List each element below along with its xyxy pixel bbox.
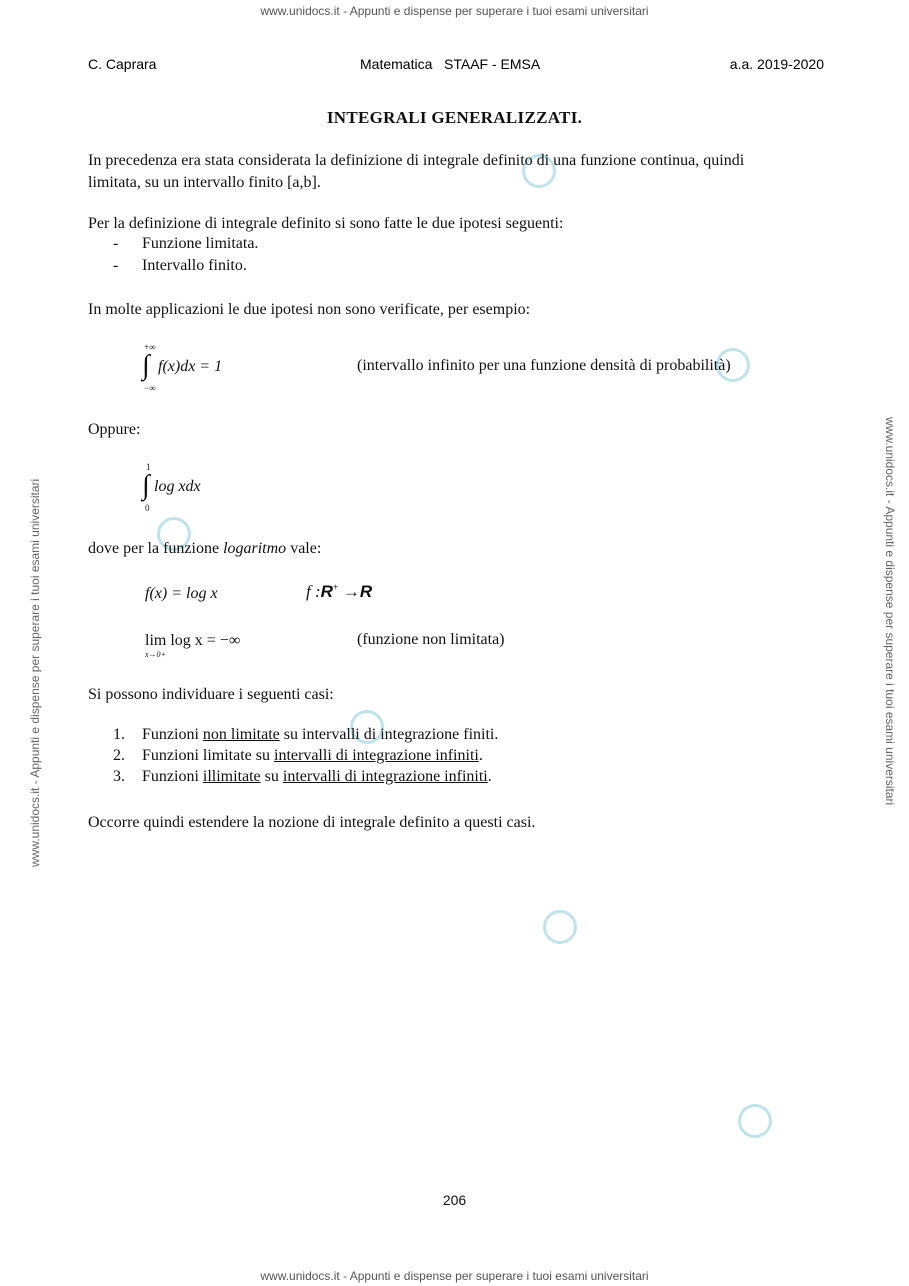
mapping-f: f : xyxy=(306,582,321,601)
examples-intro: In molte applicazioni le due ipotesi non sono verificate, per esempio: xyxy=(88,301,531,318)
page-title: INTEGRALI GENERALIZZATI. xyxy=(326,108,583,127)
integral-sign-icon: ∫ xyxy=(142,470,150,501)
case-number: 1. xyxy=(113,726,125,743)
case-text: Funzioni xyxy=(142,768,203,785)
case-underlined: intervalli di integrazione infiniti xyxy=(274,747,479,764)
integral-upper-limit: +∞ xyxy=(144,342,156,352)
mapping-domain: R xyxy=(320,582,333,601)
hypothesis-item xyxy=(113,235,258,253)
integral-lower-limit: −∞ xyxy=(144,383,156,393)
mapping-codomain: R xyxy=(359,582,373,601)
header-year: a.a. 2019-2020 xyxy=(729,56,824,72)
dove-text-before: dove per la funzione xyxy=(88,540,224,557)
case-text: Funzioni xyxy=(142,726,203,743)
watermark-right: www.unidocs.it - Appunti e dispense per superare i tuoi esami universitari xyxy=(883,417,897,806)
case-item xyxy=(113,747,483,765)
intro-line-1: In precedenza era stata considerata la definizione di integrale definito di una funzione continua, quindi xyxy=(88,152,745,169)
case-underlined: non limitate xyxy=(202,726,280,743)
case-underlined: intervalli di integrazione infiniti xyxy=(282,768,488,785)
formula-5-note: (funzione non limitata) xyxy=(357,631,505,648)
dove-text-after: vale: xyxy=(286,540,322,557)
formula-log-integral xyxy=(140,462,240,514)
watermark-left: www.unidocs.it - Appunti e dispense per superare i tuoi esami universitari xyxy=(28,478,42,867)
formula-log-definition: f(x) = log x xyxy=(145,585,218,602)
integral-expression: f(x)dx = 1 xyxy=(158,358,223,375)
case-number: 3. xyxy=(113,768,125,785)
watermark-logo-icon xyxy=(543,910,577,944)
limit-subscript: x→0+ xyxy=(145,650,166,659)
bullet-dash: - xyxy=(113,235,119,252)
formula-improper-integral-infinite xyxy=(140,342,260,394)
integral-lower-limit: 0 xyxy=(145,503,150,513)
conclusion: Occorre quindi estendere la nozione di integrale definito a questi casi. xyxy=(88,814,536,831)
hypotheses-intro: Per la definizione di integrale definito si sono fatte le due ipotesi seguenti: xyxy=(88,215,564,232)
case-underlined: illimitate xyxy=(202,768,261,785)
integral-upper-limit: 1 xyxy=(146,462,151,472)
cases-intro: Si possono individuare i seguenti casi: xyxy=(88,686,334,703)
case-text: su xyxy=(260,768,283,785)
mapping-plus: + xyxy=(332,582,339,594)
page-header xyxy=(88,56,824,76)
hypothesis-item xyxy=(113,257,247,275)
header-course: Matematica STAAF - EMSA xyxy=(360,56,541,72)
page-number: 206 xyxy=(442,1192,467,1208)
hypothesis-text: Funzione limitata. xyxy=(142,235,259,252)
case-number: 2. xyxy=(113,747,125,764)
case-text: Funzioni limitate su xyxy=(142,747,274,764)
hypothesis-text: Intervallo finito. xyxy=(142,257,247,274)
header-author: C. Caprara xyxy=(88,56,157,72)
intro-line-2: limitata, su un intervallo finito [a,b]. xyxy=(88,174,321,191)
watermark-top: www.unidocs.it - Appunti e dispense per superare i tuoi esami universitari xyxy=(260,4,649,18)
bullet-dash: - xyxy=(113,257,119,274)
dove-text-italic: logaritmo xyxy=(223,540,287,557)
case-text: . xyxy=(487,768,492,785)
limit-expression: lim log x = −∞ xyxy=(145,632,241,649)
watermark-logo-icon xyxy=(738,1104,772,1138)
oppure-label: Oppure: xyxy=(88,421,141,438)
formula-1-note: (intervallo infinito per una funzione densità di probabilità) xyxy=(357,357,731,374)
case-item xyxy=(113,768,492,786)
case-text: su intervalli di integrazione finiti. xyxy=(279,726,499,743)
formula-log-limit xyxy=(145,632,285,660)
formula-log-mapping xyxy=(306,582,372,602)
case-item xyxy=(113,726,498,744)
logarithm-intro xyxy=(88,538,828,560)
integral-expression: log xdx xyxy=(154,478,201,495)
integral-sign-icon: ∫ xyxy=(142,350,150,381)
watermark-bottom: www.unidocs.it - Appunti e dispense per superare i tuoi esami universitari xyxy=(260,1269,649,1283)
intro-paragraph xyxy=(88,150,828,194)
mapping-arrow: → xyxy=(338,582,360,601)
case-text: . xyxy=(478,747,483,764)
